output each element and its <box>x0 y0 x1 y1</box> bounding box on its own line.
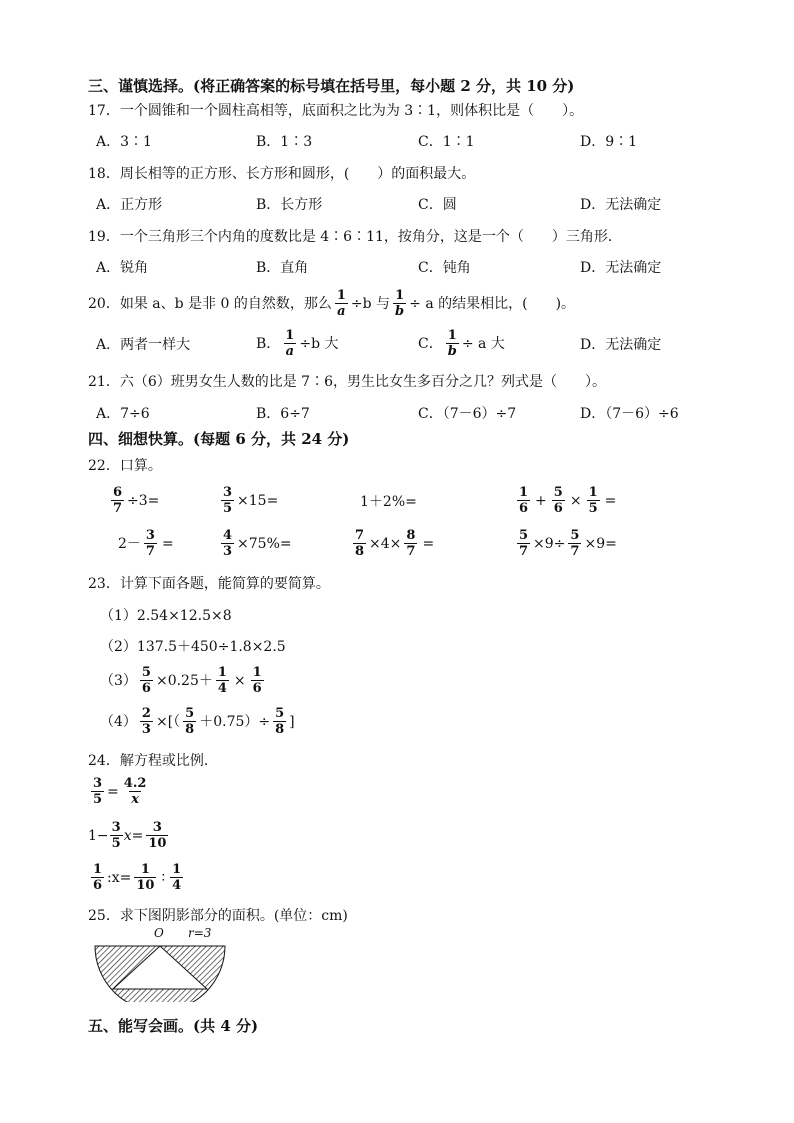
fraction: $\frac{1}{6}$ <box>93 862 103 893</box>
fraction: $\frac{5}{7}$ <box>570 528 580 559</box>
fraction: $\frac{3}{10}$ <box>148 820 167 851</box>
question-20-stem <box>88 288 575 319</box>
q20-option-b: B． $\frac{1}{a}$ ÷b 大 <box>256 328 339 359</box>
question-21-stem: 21．六（6）班男女生人数的比是 7∶6，男生比女生多百分之几？列式是（ ）。 <box>88 374 606 390</box>
fraction: $\frac{4.2}{x}$ <box>123 776 147 807</box>
q18-option-b: B．长方形 <box>256 197 323 213</box>
fraction: $\frac{3}{7}$ <box>145 528 155 559</box>
q24-equation-2: 1− $\frac{3}{5}$ x = $\frac{3}{10}$ <box>88 820 167 851</box>
question-23-label: 23．计算下面各题，能简算的要简算。 <box>88 576 330 592</box>
q18-option-c: C．圆 <box>418 197 457 213</box>
q23-item-3: （3） $\frac{5}{6}$ ×0.25＋ $\frac{1}{4}$ × $\frac{1}{6}$ <box>100 665 262 696</box>
q20-text-1: 20．如果 a、b 是非 0 的自然数，那么 <box>88 295 332 312</box>
section-4-title: 四、细想快算。(每题 6 分，共 24 分) <box>88 430 350 448</box>
q21-option-c: C．（7－6）÷7 <box>418 406 517 422</box>
q20-option-c: C． $\frac{1}{b}$ ÷ a 大 <box>418 328 505 359</box>
q22-expr-7: $\frac{7}{8}$ ×4× $\frac{8}{7}$ = <box>355 528 435 559</box>
q23-item-4: （4） $\frac{2}{3}$ ×[（ $\frac{5}{8}$ ＋0.75）÷ $\frac{5}{8}$ ] <box>100 706 295 737</box>
q22-expr-3: 1＋2%= <box>360 494 417 510</box>
q17-option-d: D．9∶1 <box>580 134 638 150</box>
fraction: $\frac{1}{4}$ <box>172 862 182 893</box>
fraction: $\frac{4}{3}$ <box>223 528 233 559</box>
q18-option-a: A．正方形 <box>96 197 163 213</box>
q19-option-a: A．锐角 <box>96 260 149 276</box>
fraction: $\frac{5}{7}$ <box>519 528 529 559</box>
fraction: $\frac{5}{8}$ <box>185 706 195 737</box>
fraction: $\frac{1}{10}$ <box>136 862 155 893</box>
fraction: $\frac{5}{6}$ <box>553 485 563 516</box>
q21-option-d: D．（7－6）÷6 <box>580 406 679 422</box>
q20-text-3: ÷ a 的结果相比，( )。 <box>409 295 576 312</box>
q20-text-2: ÷b 与 <box>350 295 391 312</box>
q25-figure <box>90 926 230 1002</box>
question-22-label: 22．口算。 <box>88 458 162 474</box>
q18-option-d: D．无法确定 <box>580 197 662 213</box>
q22-expr-8: $\frac{5}{7}$ ×9÷ $\frac{5}{7}$ ×9= <box>519 528 617 559</box>
q22-expr-4: $\frac{1}{6}$ + $\frac{5}{6}$ × $\frac{1}{5}$ = <box>519 485 617 516</box>
question-24-label: 24．解方程或比例． <box>88 753 218 769</box>
q20-fraction-1: $\frac{1}{a}$ <box>336 288 346 319</box>
section-3-title: 三、谨慎选择。(将正确答案的标号填在括号里，每小题 2 分，共 10 分) <box>88 77 575 95</box>
question-25-label: 25．求下图阴影部分的面积。(单位：cm) <box>88 908 348 924</box>
radius-label: r=3 <box>188 926 212 940</box>
fraction: $\frac{1}{4}$ <box>217 665 227 696</box>
fraction: $\frac{1}{6}$ <box>519 485 529 516</box>
shaded-semicircle-figure <box>90 932 230 1002</box>
q22-expr-5: 2－ $\frac{3}{7}$ = <box>118 528 174 559</box>
q23-item-2: （2）137.5＋450÷1.8×2.5 <box>100 639 286 655</box>
question-19-stem: 19．一个三角形三个内角的度数比是 4∶6∶11，按角分，这是一个（ ）三角形． <box>88 229 622 245</box>
q20-option-b-fraction: $\frac{1}{a}$ <box>285 328 295 359</box>
question-18-stem: 18．周长相等的正方形、长方形和圆形，( ）的面积最大。 <box>88 166 476 182</box>
q20-fraction-2: $\frac{1}{b}$ <box>395 288 405 319</box>
q17-option-b: B．1∶3 <box>256 134 313 150</box>
question-17-stem: 17．一个圆锥和一个圆柱高相等，底面积之比为为 3∶1，则体积比是（ ）。 <box>88 103 584 119</box>
fraction: $\frac{5}{6}$ <box>141 665 151 696</box>
q24-equation-1: $\frac{3}{5}$ = $\frac{4.2}{x}$ <box>93 776 147 807</box>
q19-option-c: C．钝角 <box>418 260 471 276</box>
fraction: $\frac{7}{8}$ <box>355 528 365 559</box>
fraction: $\frac{2}{3}$ <box>141 706 151 737</box>
center-label: O <box>154 926 164 940</box>
section-5-title: 五、能写会画。(共 4 分) <box>88 1017 259 1035</box>
q23-item-1: （1）2.54×12.5×8 <box>100 608 232 624</box>
fraction: $\frac{5}{8}$ <box>275 706 285 737</box>
fraction: $\frac{1}{6}$ <box>252 665 262 696</box>
q22-expr-2: $\frac{3}{5}$ ×15= <box>223 485 279 516</box>
fraction: $\frac{3}{5}$ <box>223 485 233 516</box>
fraction: $\frac{1}{5}$ <box>588 485 598 516</box>
q19-option-d: D．无法确定 <box>580 260 662 276</box>
fraction: $\frac{6}{7}$ <box>113 485 123 516</box>
fraction: $\frac{3}{5}$ <box>93 776 103 807</box>
q21-option-b: B．6÷7 <box>256 406 310 422</box>
fraction: $\frac{3}{5}$ <box>111 820 121 851</box>
fraction: $\frac{8}{7}$ <box>406 528 416 559</box>
q19-option-b: B．直角 <box>256 260 309 276</box>
q24-equation-3: $\frac{1}{6}$ :x= $\frac{1}{10}$ ∶ $\frac{1}{4}$ <box>93 862 182 893</box>
q20-option-c-fraction: $\frac{1}{b}$ <box>447 328 457 359</box>
q21-option-a: A．7÷6 <box>96 406 150 422</box>
q22-expr-6: $\frac{4}{3}$ ×75%= <box>223 528 292 559</box>
q17-option-c: C．1∶1 <box>418 134 475 150</box>
q22-expr-1: $\frac{6}{7}$ ÷3= <box>113 485 160 516</box>
q17-option-a: A．3∶1 <box>96 134 152 150</box>
q20-option-d: D．无法确定 <box>580 337 662 353</box>
q20-option-a: A．两者一样大 <box>96 337 191 353</box>
